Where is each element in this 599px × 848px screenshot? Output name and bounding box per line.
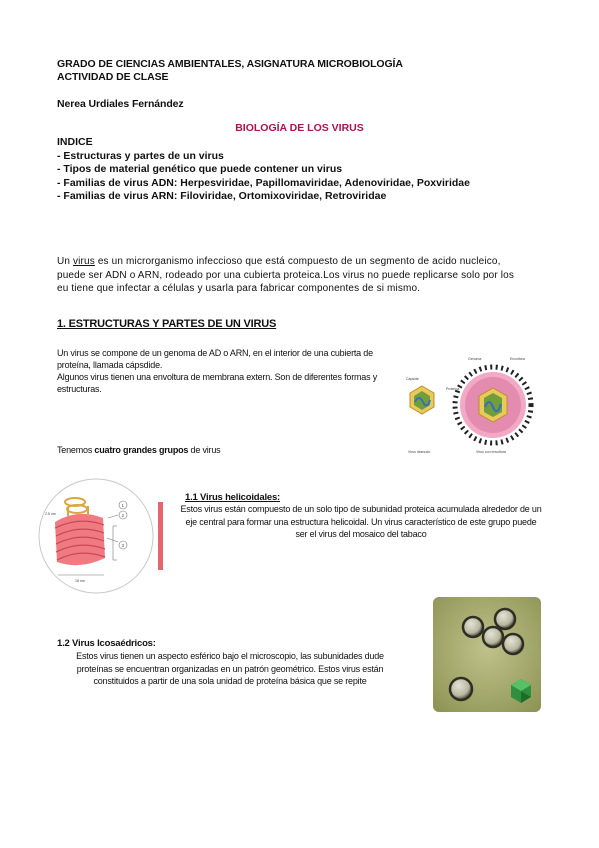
intro-paragraph	[57, 255, 517, 296]
groups-post: de virus	[188, 445, 221, 455]
activity-header-line: ACTIVIDAD DE CLASE	[57, 71, 169, 83]
section-heading: 1. ESTRUCTURAS Y PARTES DE UN VIRUS	[57, 318, 277, 330]
figure-dimension-diameter: 2,5 nm	[45, 512, 56, 516]
groups-pre: Tenemos	[57, 445, 95, 455]
figure-caption-enveloped: Virus con envoltura	[476, 450, 506, 454]
index-item: - Familias de virus ARN: Filoviridae, Ortomixoviridae, Retroviridae	[57, 190, 387, 202]
intro-lead: Un	[57, 256, 71, 267]
groups-bold: cuatro grandes grupos	[94, 445, 189, 455]
subsection-paragraph: Estos virus están compuesto de un solo tipo de subunidad proteica acumulada alrededor de un eje central para formar una estructura helicoidal. Un virus característico de este grupo puede ser el virus del mosaico del tabaco	[180, 504, 542, 539]
enveloped-virus-diagram	[455, 367, 531, 443]
icosahedral-virus-micrograph	[433, 597, 541, 712]
groups-sentence	[57, 445, 220, 455]
index-item: - Estructuras y partes de un virus	[57, 149, 224, 162]
document-title: BIOLOGÍA DE LOS VIRUS	[235, 122, 364, 134]
figure-number-1: 1	[121, 503, 125, 508]
subsection-heading: 1.1 Virus helicoidales:	[185, 492, 281, 503]
figure-number-2: 2	[121, 513, 125, 518]
figure-caption-naked: Virus desnudo	[408, 450, 431, 454]
subsection-heading: 1.2 Virus Icosaédricos:	[57, 638, 156, 649]
section-paragraph	[57, 347, 397, 395]
helical-virus-figure	[33, 478, 163, 598]
figure-label-envelope: Envoltura	[510, 357, 525, 361]
index-item: - Familias de virus ADN: Herpesviridae, Papillomaviridae, Adenoviridae, Poxviridae	[57, 176, 470, 189]
index-item: - Tipos de material genético que puede contener un virus	[57, 163, 343, 175]
subsection-paragraph: Estos virus tienen un aspecto esférico bajo el microscopio, las subunidades dude proteínas se encuentran organizadas en un patrón geométrico. Estos virus están constituidos a partir de una sola unidad de proteína básica que se repite	[76, 651, 384, 686]
intro-text: es un microrganismo infeccioso que está compuesto de un segmento de acido nucleico, puede ser ADN o ARN, rodeado por una cubierta proteica.Los virus no puede replicarse solo por los eu tiene que infectar a células y usarla para fabricar componentes de si mismo.	[57, 256, 515, 294]
virus-keyword: virus	[73, 256, 95, 267]
virus-structure-figure	[398, 350, 543, 460]
accent-bar	[158, 502, 163, 570]
figure-label-capsid: Cápside	[406, 377, 419, 381]
author-name: Nerea Urdiales Fernández	[57, 98, 184, 110]
table-of-contents	[57, 136, 470, 204]
figure-label-protein: Proteína	[446, 387, 460, 391]
figure-number-3: 3	[121, 543, 125, 548]
paragraph-line: Algunos virus tienen una envoltura de membrana extern. Son de diferentes formas y estructuras.	[57, 372, 377, 394]
course-header-line: GRADO DE CIENCIAS AMBIENTALES, ASIGNATURA MICROBIOLOGÍA	[57, 58, 403, 70]
naked-virus-diagram	[410, 386, 434, 414]
figure-dimension-length: 18 nm	[75, 579, 85, 583]
figure-label-genome: Genoma	[468, 357, 482, 361]
index-heading: INDICE	[57, 136, 93, 148]
paragraph-line: Un virus se compone de un genoma de AD o ARN, en el interior de una cubierta de proteína, llamada cápsdide.	[57, 348, 373, 370]
